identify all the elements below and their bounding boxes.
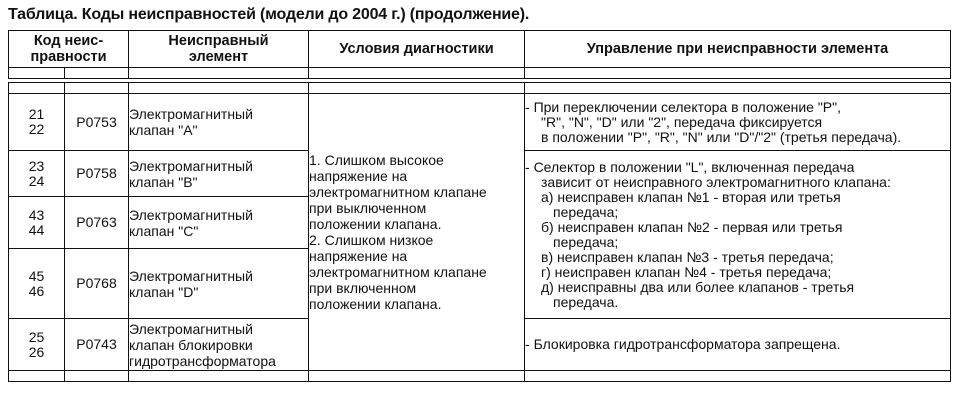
spacer-row-top [9,68,951,79]
control-block-2: - Селектор в положении "L", включенная передача зависит от неисправного электромагнитного клапана: а) неисправен клапан №1 - вторая или третья передача; б) неисправен клапан №2 - первая или третья передача; в) неисправен клапан №3 - третья передача; г) неисправен клапан №4 - третья передача; д) неисправны два или более клапанов - третья передача. [525,151,951,319]
dtc-code: P0758 [65,151,129,197]
spacer-row-mid [9,83,951,94]
header-row [9,31,951,68]
header-control: Управление при неисправности элемента [525,31,951,68]
faulty-element: Электромагнитный клапан "A" [129,94,309,151]
diagnostic-conditions: 1. Слишком высокое напряжение на электромагнитном клапане при выключенном положении клапана. 2. Слишком низкое напряжение на электромагнитном клапане при включенном положении клапана. [309,94,525,371]
spacer-row-bottom [9,371,951,382]
control-block-3: - Блокировка гидротрансформатора запрещена. [525,319,951,371]
table-row [9,94,951,151]
fault-code: 23 24 [9,151,65,197]
dtc-code: P0753 [65,94,129,151]
dtc-code: P0763 [65,197,129,249]
faulty-element: Электромагнитный клапан блокировки гидротрансформатора [129,319,309,371]
fault-codes-table [8,30,951,382]
header-element: Неисправный элемент [129,31,309,68]
fault-code: 43 44 [9,197,65,249]
header-code: Код неис- правности [9,31,129,68]
dtc-code: P0768 [65,249,129,319]
faulty-element: Электромагнитный клапан "B" [129,151,309,197]
fault-code: 21 22 [9,94,65,151]
dtc-code: P0743 [65,319,129,371]
control-block-1: - При переключении селектора в положение "P", "R", "N", "D" или "2", передача фиксируется в положении "P", "R", "N" или "D"/"2" (третья передача). [525,94,951,151]
table-title: Таблица. Коды неисправностей (модели до 2004 г.) (продолжение). [8,6,530,23]
faulty-element: Электромагнитный клапан "D" [129,249,309,319]
fault-code: 45 46 [9,249,65,319]
fault-code: 25 26 [9,319,65,371]
header-conditions: Условия диагностики [309,31,525,68]
faulty-element: Электромагнитный клапан "C" [129,197,309,249]
